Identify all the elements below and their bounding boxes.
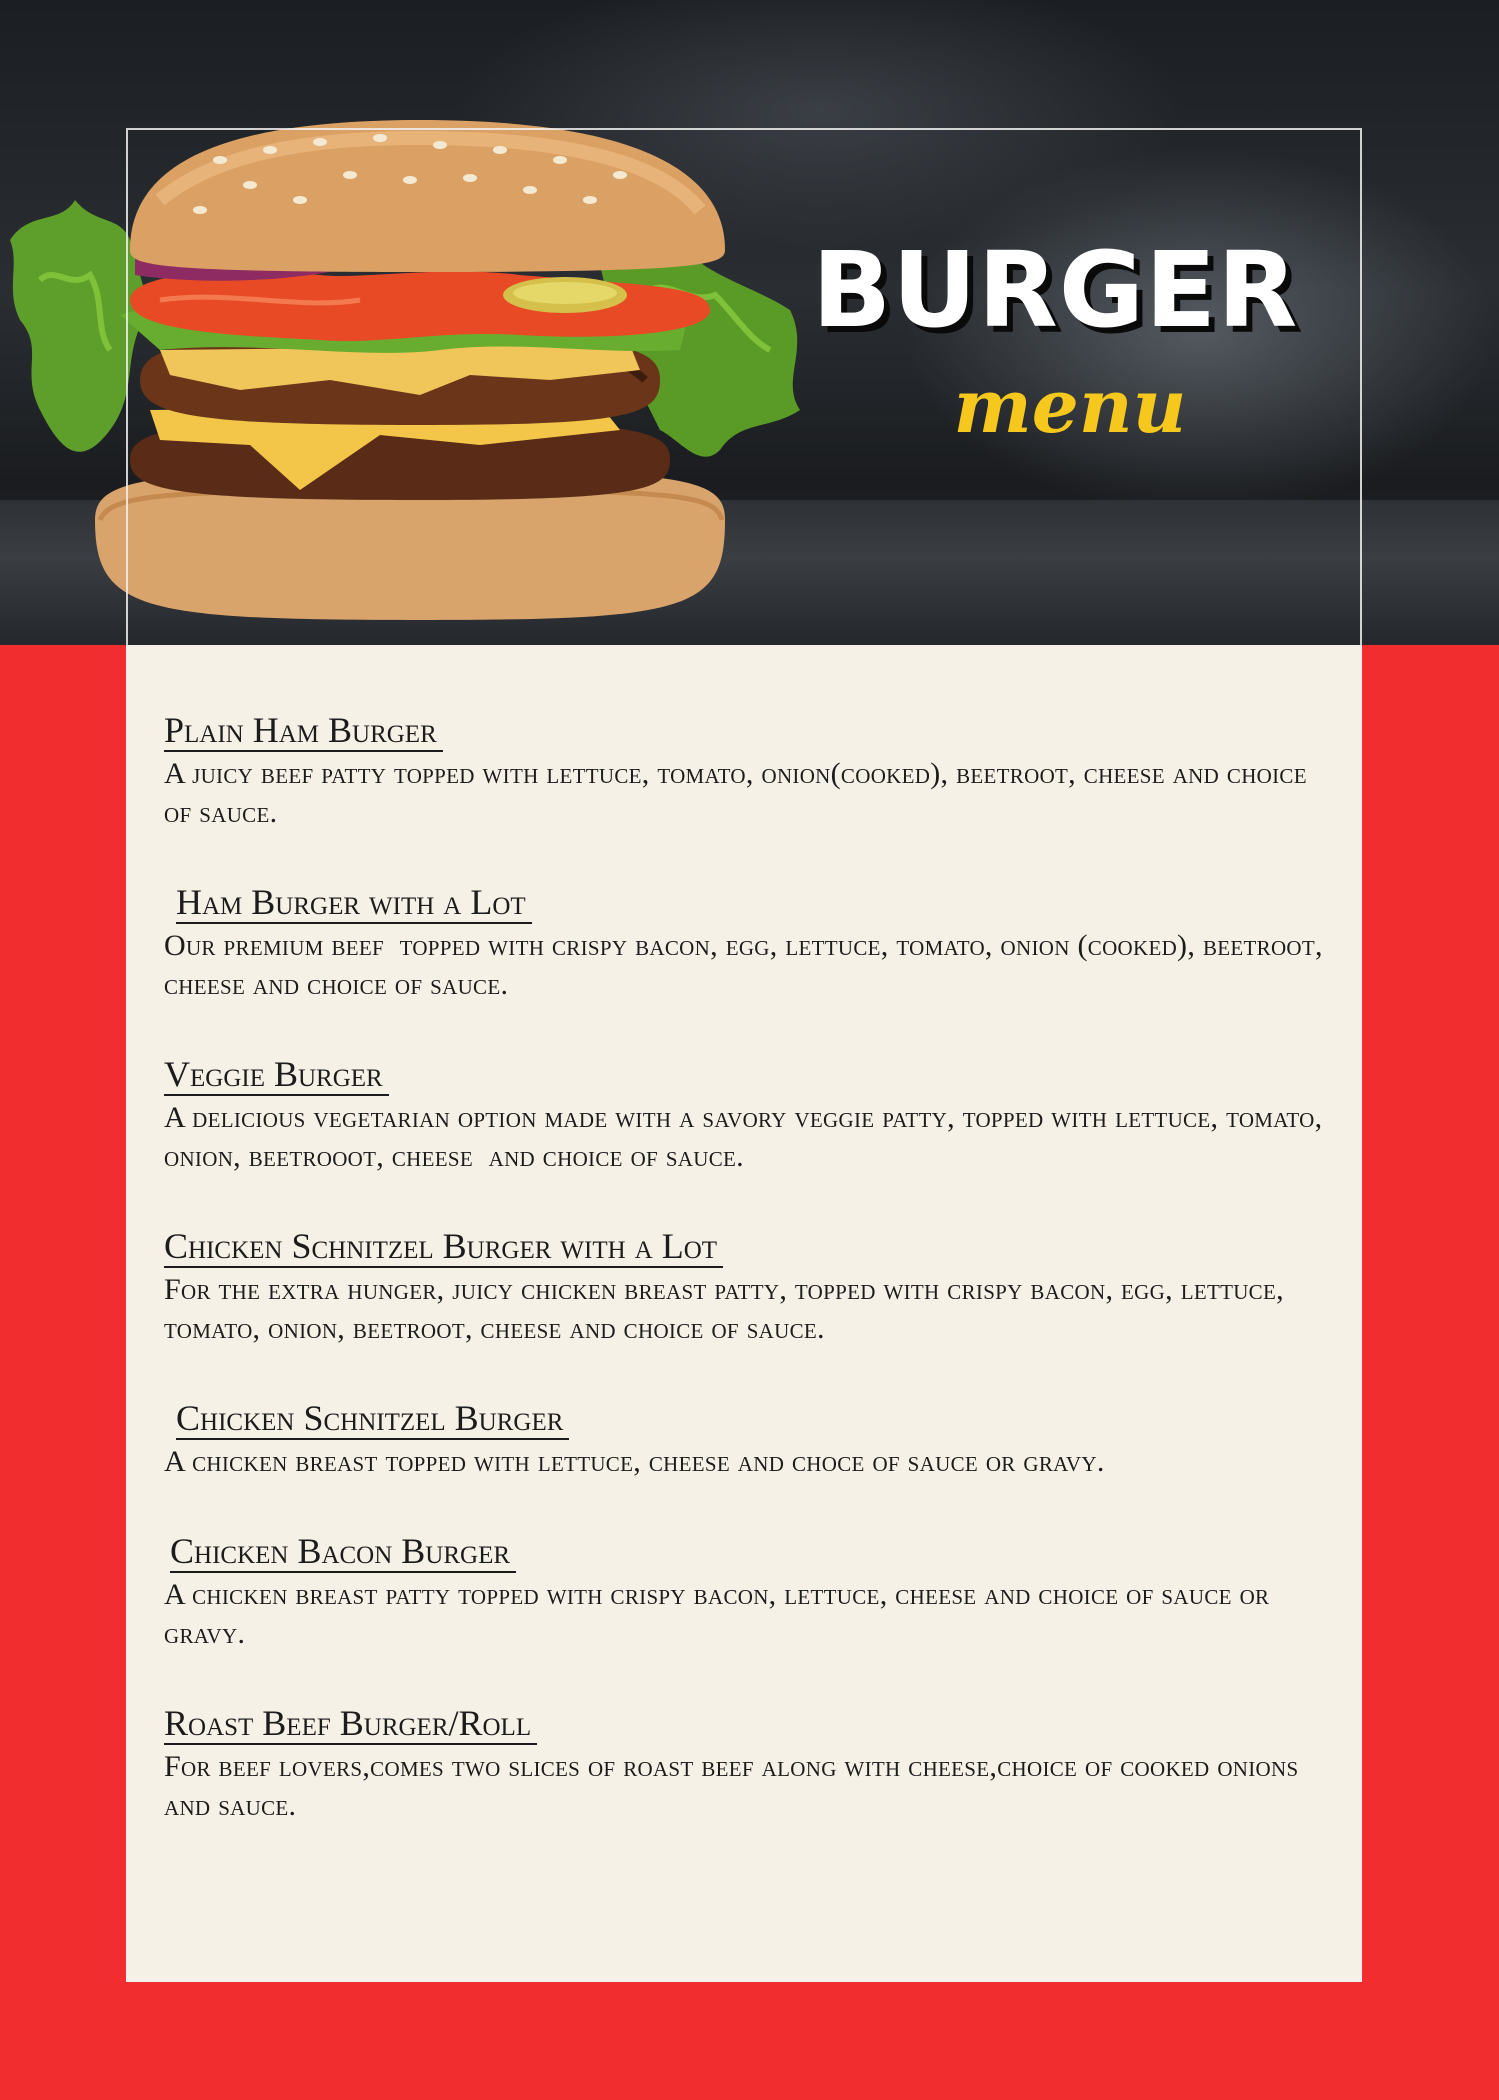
menu-item	[164, 1398, 1334, 1481]
menu-item-name: Chicken Schnitzel Burger	[176, 1398, 569, 1440]
menu-item	[164, 1054, 1334, 1176]
hero-banner	[0, 0, 1499, 645]
menu-item-name: Roast Beef Burger/Roll	[164, 1703, 537, 1745]
menu-item	[164, 882, 1334, 1004]
menu-items	[164, 710, 1334, 1875]
menu-item-name: Veggie Burger	[164, 1054, 389, 1096]
menu-title: BURGER	[812, 229, 1299, 351]
menu-item-name: Plain Ham Burger	[164, 710, 443, 752]
menu-subtitle: menu	[953, 364, 1187, 450]
menu-item-name: Chicken Bacon Burger	[170, 1531, 516, 1573]
menu-item-name: Ham Burger with a Lot	[176, 882, 532, 924]
menu-item	[164, 1531, 1334, 1653]
menu-item-description: For the extra hunger, juicy chicken breast patty, topped with crispy bacon, egg, lettuce, tomato, onion, beetroot, cheese and choice of sauce.	[164, 1273, 1292, 1345]
menu-item-description: A delicious vegetarian option made with a savory veggie patty, topped with lettuce, tomato, onion, beetrooot, cheese and choice of sauce.	[164, 1101, 1331, 1173]
menu-item	[164, 1226, 1334, 1348]
menu-item	[164, 710, 1334, 832]
menu-item	[164, 1703, 1334, 1825]
menu-item-description: A chicken breast patty topped with crispy bacon, lettuce, cheese and choice of sauce or gravy.	[164, 1578, 1278, 1650]
menu-item-name: Chicken Schnitzel Burger with a Lot	[164, 1226, 723, 1268]
menu-item-description: A juicy beef patty topped with lettuce, tomato, onion(cooked), beetroot, cheese and choice of sauce.	[164, 757, 1315, 829]
menu-item-description: Our premium beef topped with crispy bacon, egg, lettuce, tomato, onion (cooked), beetroot, cheese and choice of sauce.	[164, 929, 1331, 1001]
menu-item-description: A chicken breast topped with lettuce, cheese and choce of sauce or gravy.	[164, 1445, 1105, 1478]
burger-photo	[0, 50, 840, 640]
menu-item-description: For beef lovers,comes two slices of roast beef along with cheese,choice of cooked onions and sauce.	[164, 1750, 1307, 1822]
